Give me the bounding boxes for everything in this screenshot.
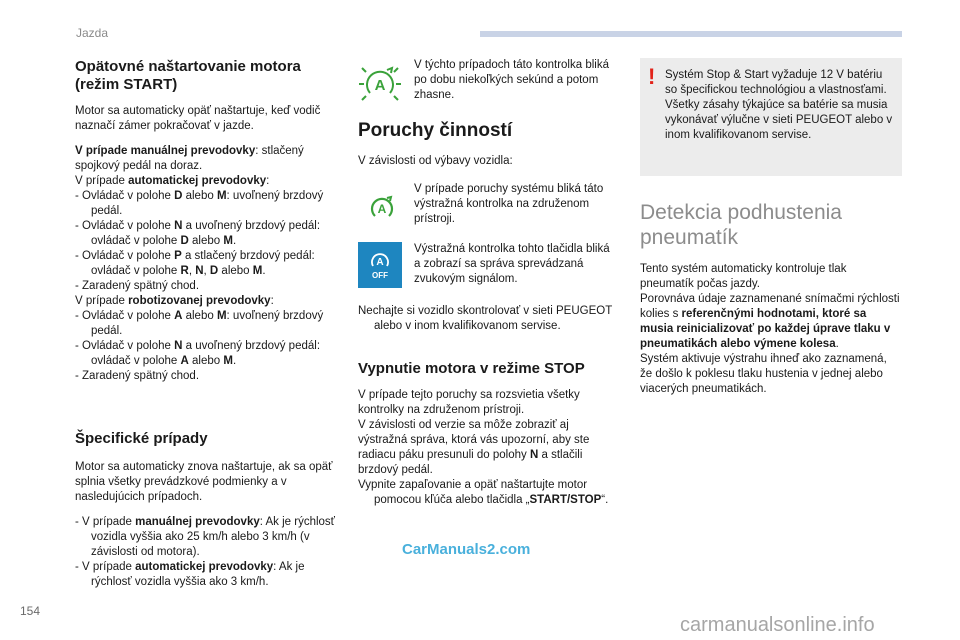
manual-para: V prípade manuálnej prevodovky: stlačený spojkový pedál na doraz.: [75, 145, 304, 172]
stop-text: V prípade tejto poruchy sa rozsvietia všetky kontrolky na združenom prístroji.: [358, 389, 580, 416]
heading-stop: Vypnutie motora v režime STOP: [358, 360, 585, 377]
heading-special: Špecifické prípady: [75, 430, 208, 447]
list-item: - Ovládač v polohe N a uvoľnený brzdový pedál: ovládač v polohe D alebo M.: [75, 220, 321, 247]
svg-text:A: A: [374, 77, 386, 94]
fault-1-text: V prípade poruchy systému bliká táto výstražná kontrolka na združenom prístroji.: [414, 183, 604, 225]
column-1-special: [75, 430, 345, 590]
auto-para: V prípade automatickej prevodovky:: [75, 175, 270, 187]
warning-icon: !: [648, 64, 656, 89]
list-item: - Ovládač v polohe N a uvoľnený brzdový pedál: ovládač v polohe A alebo M.: [75, 340, 321, 367]
column-3: [640, 200, 902, 397]
header-bar: [480, 31, 902, 37]
special-intro: Motor sa automaticky znova naštartuje, ak sa opäť splnia všetky prevádzkové podmienky a v nasledujúcich prípadoch.: [75, 461, 333, 503]
column-2-stop: [358, 360, 620, 508]
heading-faults: Poruchy činností: [358, 120, 513, 141]
column-2: [358, 120, 620, 169]
list-item: - Zaradený spätný chod.: [75, 370, 200, 382]
tyre-text-2: Porovnáva údaje zaznamenané snímačmi rýchlosti kolies s referenčnými hodnotami, ktoré sa musia reinicializovať po každej úprave tlaku v pneumatikách alebo výmene kolesa.: [640, 293, 900, 350]
tyre-text-1: Tento systém automaticky kontroluje tlak pneumatík počas jazdy.: [640, 263, 847, 290]
heading-restart: Opätovné naštartovanie motora (režim START): [75, 58, 301, 93]
auto-off-button-icon: [358, 242, 402, 288]
section-label: Jazda: [76, 26, 109, 40]
list-item: - Zaradený spätný chod.: [75, 280, 200, 292]
svg-text:OFF: OFF: [372, 271, 388, 280]
list-item: - Ovládač v polohe P a stlačený brzdový pedál: ovládač v polohe R, N, D alebo M.: [75, 250, 315, 277]
fault-2-text: Výstražná kontrolka tohto tlačidla bliká a zobrazí sa správa sprevádzaná zvukovým signálom.: [414, 243, 610, 285]
svg-text:A: A: [377, 202, 387, 216]
watermark-carmanualsonline: carmanualsonline.info: [680, 614, 875, 636]
list-item: - V prípade automatickej prevodovky: Ak je rýchlosť vozidla vyššia ako 3 km/h.: [75, 561, 305, 588]
column-1: [75, 58, 345, 384]
page-number: 154: [20, 604, 41, 618]
robot-para: V prípade robotizovanej prevodovky:: [75, 295, 274, 307]
fault-note: Nechajte si vozidlo skontrolovať v sieti PEUGEOT alebo v inom kvalifikovanom servise.: [358, 305, 613, 332]
tyre-text-3: Systém aktivuje výstrahu ihneď ako zaznamená, že došlo k poklesu tlaku hustenia v jednej alebo viacerých pneumatikách.: [640, 353, 887, 395]
warning-text: Systém Stop & Start vyžaduje 12 V batériu so špecifickou technológiou a vlastnosťami. Všetky zásahy týkajúce sa batérie sa musia vykonávať výlučne v sieti PEUGEOT alebo v inom kvalifikovanom servise.: [665, 69, 893, 141]
watermark-carmanuals2: CarManuals2.com: [402, 541, 531, 558]
auto-stop-warning-icon: [368, 194, 396, 220]
list-item: - Ovládač v polohe D alebo M: uvoľnený brzdový pedál.: [75, 190, 324, 217]
stop-text-2: V závislosti od verzie sa môže zobraziť aj výstražná správa, ktorá vás upozorní, aby ste radiacu páku presunuli do polohy N a stlačili brzdový pedál.: [358, 419, 590, 476]
auto-stop-blink-icon: [358, 62, 402, 104]
faults-intro: V závislosti od výbavy vozidla:: [358, 155, 513, 167]
list-item: - V prípade manuálnej prevodovky: Ak je rýchlosť vozidla vyššia ako 25 km/h alebo 3 km/h (v závislosti od motora).: [75, 516, 335, 558]
blink-text: V týchto prípadoch táto kontrolka bliká po dobu niekoľkých sekúnd a potom zhasne.: [414, 59, 609, 101]
stop-note: Vypnite zapaľovanie a opäť naštartujte motor pomocou kľúča alebo tlačidla „START/STOP“.: [358, 479, 609, 506]
heading-tyre-detection: Detekcia podhustenia pneumatík: [640, 201, 842, 249]
list-item: - Ovládač v polohe A alebo M: uvoľnený brzdový pedál.: [75, 310, 324, 337]
restart-intro: Motor sa automaticky opäť naštartuje, keď vodič naznačí zámer pokračovať v jazde.: [75, 105, 321, 132]
svg-text:A: A: [376, 257, 384, 268]
